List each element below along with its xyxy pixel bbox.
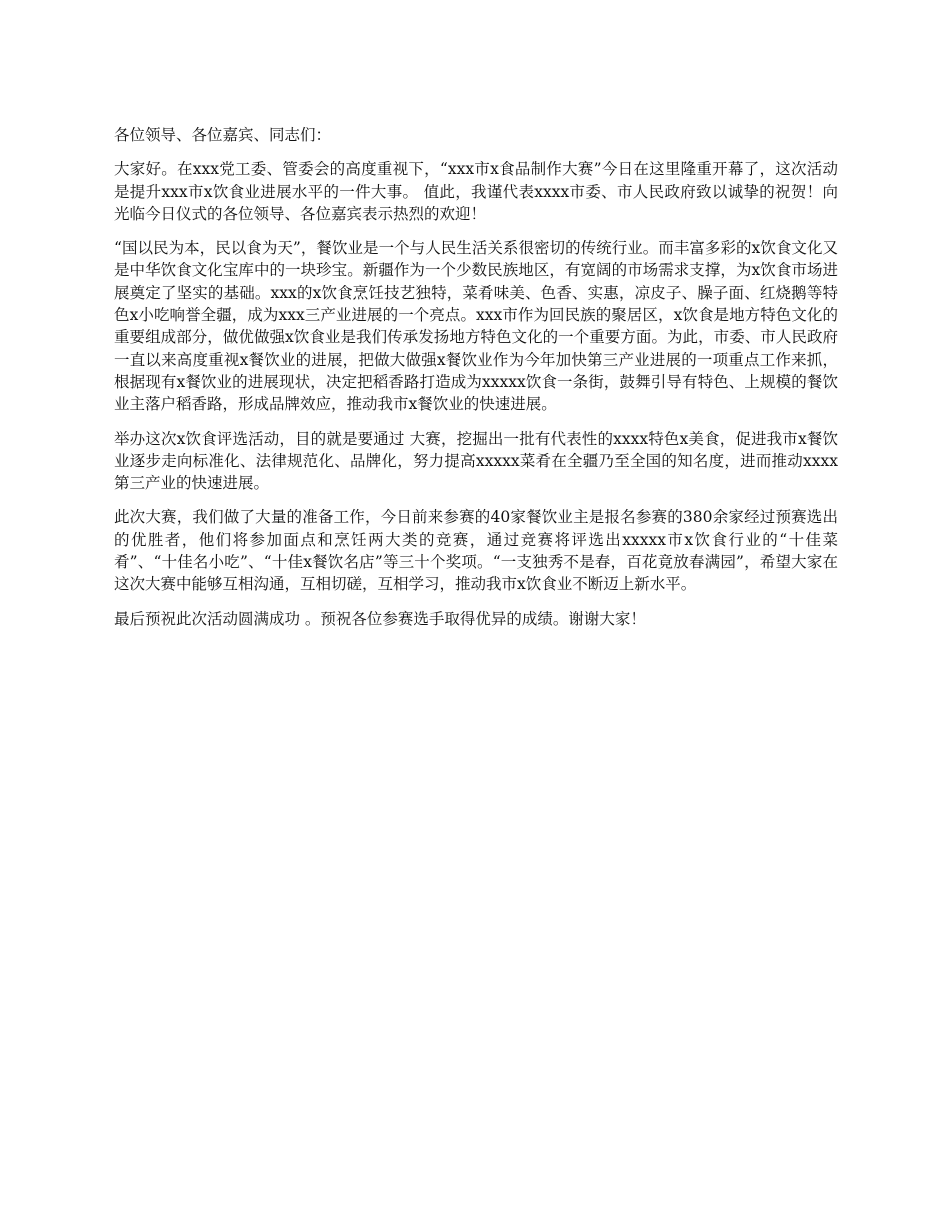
- paragraph-opening: 大家好。在xxx党工委、管委会的高度重视下，“xxx市x食品制作大赛”今日在这里隆重开幕了，这次活动是提升xxx市x饮食业进展水平的一件大事。 值此，我谨代表xxxx市委、市人民政府致以诚挚的祝贺！向光临今日仪式的各位领导、各位嘉宾表示热烈的欢迎！: [114, 160, 838, 223]
- paragraph-competition: 此次大赛，我们做了大量的准备工作，今日前来参赛的40家餐饮业主是报名参赛的380余家经过预赛选出的优胜者，他们将参加面点和烹饪两大类的竞赛，通过竞赛将评选出xxxxx市x饮食行业的“十佳菜肴”、“十佳名小吃”、“十佳x餐饮名店”等三十个奖项。“一支独秀不是春，百花竟放春满园”，希望大家在这次大赛中能够互相沟通，互相切磋，互相学习，推动我市x饮食业不断迈上新水平。: [114, 508, 838, 594]
- salutation: 各位领导、各位嘉宾、同志们：: [114, 126, 332, 144]
- paragraph-culture: “国以民为本，民以食为天”，餐饮业是一个与人民生活关系很密切的传统行业。而丰富多彩的x饮食文化又是中华饮食文化宝库中的一块珍宝。新疆作为一个少数民族地区，有宽阔的市场需求支撑，为x饮食市场进展奠定了坚实的基础。xxx的x饮食烹饪技艺独特，菜肴味美、色香、实惠，凉皮子、臊子面、红烧鹅等特色x小吃响誉全疆，成为xxx三产业进展的一个亮点。xxx市作为回民族的聚居区，x饮食是地方特色文化的重要组成部分，做优做强x饮食业是我们传承发扬地方特色文化的一个重要方面。为此，市委、市人民政府一直以来高度重视x餐饮业的进展，把做大做强x餐饮业作为今年加快第三产业进展的一项重点工作来抓，根据现有x餐饮业的进展现状，决定把稻香路打造成为xxxxx饮食一条街，鼓舞引导有特色、上规模的餐饮业主落户稻香路，形成品牌效应，推动我市x餐饮业的快速进展。: [114, 239, 838, 414]
- document-body: [114, 124, 838, 642]
- paragraph-closing: 最后预祝此次活动圆满成功 。预祝各位参赛选手取得优异的成绩。谢谢大家！: [114, 609, 646, 628]
- paragraph-purpose: 举办这次x饮食评选活动，目的就是要通过 大赛，挖掘出一批有代表性的xxxx特色x美食，促进我市x餐饮业逐步走向标准化、法律规范化、品牌化，努力提高xxxxx菜肴在全疆乃至全国的知名度，进而推动xxxx第三产业的快速进展。: [114, 429, 838, 493]
